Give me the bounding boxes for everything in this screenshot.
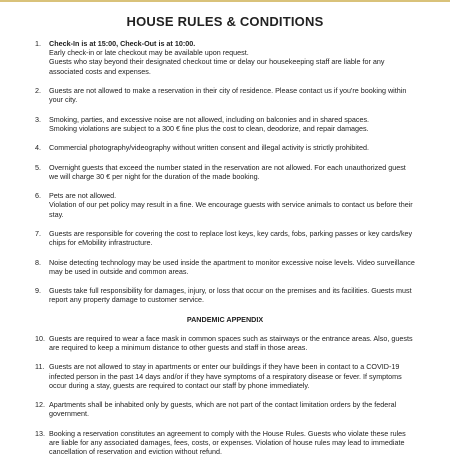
document-title: HOUSE RULES & CONDITIONS — [126, 14, 324, 29]
pandemic-rules-list — [34, 334, 416, 456]
rule-number: 9. — [35, 286, 41, 296]
rule-text: Smoking, parties, and excessive noise are not allowed, including on balconies and in shared spaces. — [49, 114, 370, 124]
rule-text: Guests are not allowed to stay in apartments or enter our buildings if they have been in contact to a COVID-19 infected person in the past 14 days and/or if they have symptoms of a respiratory disease or fever. If symptoms occur during a stay, guests are required to contact our staff by phone immediately. — [49, 362, 402, 390]
rule-text: Booking a reservation constitutes an agreement to comply with the House Rules. Guests who violate these rules are liable for any associated damages, fees, costs, or expenses. Violation of house rules may lead to immediate cancellation of reservation and eviction without refund. — [49, 428, 406, 456]
rule-item-3 — [34, 115, 416, 133]
rule-number: 12. — [35, 400, 45, 410]
rule-number: 13. — [35, 428, 45, 438]
rule-item-7 — [34, 229, 416, 247]
rule-number: 1. — [35, 39, 41, 48]
rule-number: 3. — [35, 114, 41, 124]
pandemic-appendix-heading: PANDEMIC APPENDIX — [186, 314, 264, 324]
rule-item-5 — [34, 163, 416, 181]
rule-number: 6. — [35, 191, 41, 201]
rule-text: Guests take full responsibility for damages, injury, or loss that occur on the premises and its facilities. Guests must report any property damage to customer service. — [49, 286, 412, 305]
rule-text: Noise detecting technology may be used inside the apartment to monitor excessive noise levels. Video surveillance may be used in outside and common areas. — [49, 257, 415, 276]
rule-text: Overnight guests that exceed the number stated in the reservation are not allowed. For each unauthorized guest we will charge 30 € per night for the duration of the made booking. — [49, 162, 406, 181]
rule-item-1 — [34, 39, 416, 76]
rule-item-10 — [34, 334, 416, 352]
rule-item-12 — [34, 400, 416, 418]
rule-number: 10. — [35, 333, 45, 343]
rule-item-2 — [34, 86, 416, 104]
rule-number: 8. — [35, 257, 41, 267]
rule-number: 11. — [35, 362, 45, 372]
rule-text: Guests are not allowed to make a reservation in their city of residence. Please contact us if you're booking within your city. — [49, 86, 407, 105]
rule-text: Early check-in or late checkout may be available upon request. — [49, 48, 249, 58]
rule-text: Guests are responsible for covering the cost to replace lost keys, key cards, fobs, parking passes or key cards/key chips for eMobility infrastructure. — [49, 228, 413, 248]
rule-number: 5. — [35, 162, 41, 172]
rule-text: Apartments shall be inhabited only by guests, which are not part of the contact limitation orders by the federal government. — [49, 400, 397, 419]
rule-item-9 — [34, 286, 416, 304]
rule-number: 2. — [35, 86, 41, 95]
rule-text: Violation of our pet policy may result in a fine. We encourage guests with service animals to contact us before their stay. — [49, 200, 413, 219]
checkin-checkout-times: Check-In is at 15:00, Check-Out is at 10:00. — [49, 39, 196, 48]
rule-text: Smoking violations are subject to a 300 € fine plus the cost to clean, deodorize, and repair damages. — [49, 123, 369, 133]
rule-item-13 — [34, 429, 416, 456]
rule-text: Guests are required to wear a face mask in common spaces such as stairways or the entrance areas. Also, guests are required to keep a minimum distance to other guests and staff in those areas. — [49, 333, 413, 352]
rule-text: Guests who stay beyond their designated checkout time or delay our housekeeping staff are liable for any associated costs and expenses. — [49, 57, 385, 76]
rules-list — [34, 39, 416, 305]
rule-number: 7. — [35, 228, 41, 238]
rule-number: 4. — [35, 143, 41, 153]
rule-item-6 — [34, 191, 416, 219]
rule-item-11 — [34, 362, 416, 390]
rule-text: Commercial photography/videography without written consent and illegal activity is strictly prohibited. — [49, 143, 369, 153]
rule-text: Pets are not allowed. — [49, 191, 117, 201]
rule-item-4 — [34, 143, 416, 152]
rule-item-8 — [34, 258, 416, 276]
